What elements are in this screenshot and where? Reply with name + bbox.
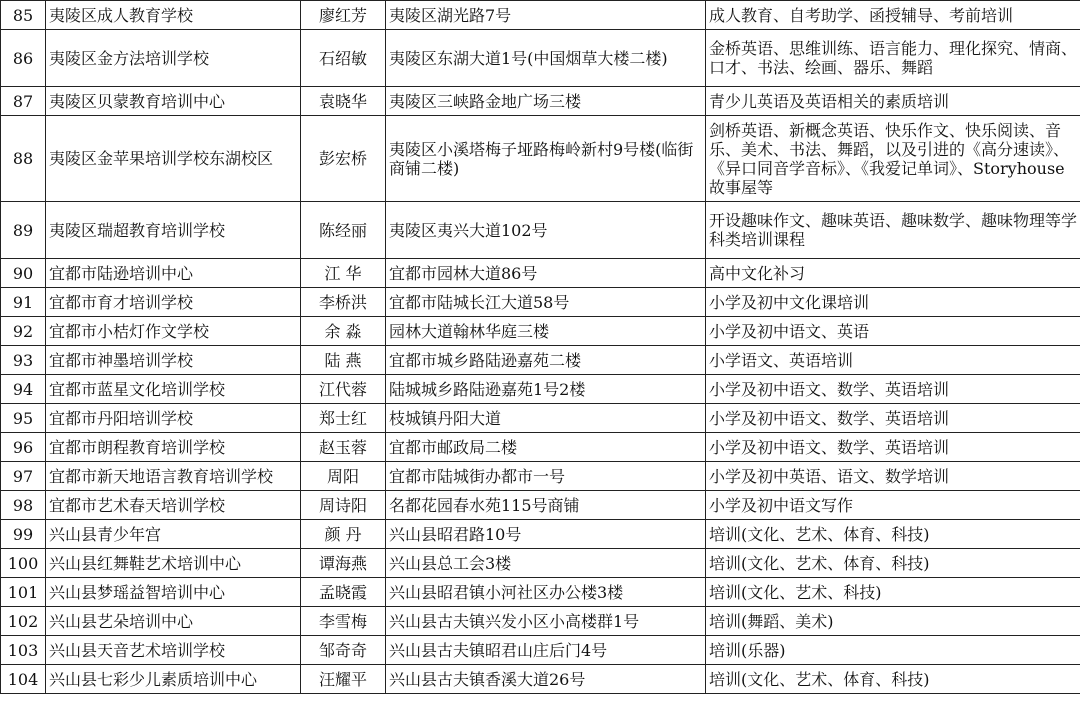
address: 夷陵区三峡路金地广场三楼 — [386, 87, 706, 116]
row-number: 88 — [1, 116, 46, 202]
training-scope: 高中文化补习 — [706, 259, 1080, 288]
training-scope: 金桥英语、思维训练、语言能力、理化探究、情商、口才、书法、绘画、器乐、舞蹈 — [706, 30, 1080, 87]
contact-person: 赵玉蓉 — [301, 433, 386, 462]
row-number: 97 — [1, 462, 46, 491]
address: 宜都市陆城长江大道58号 — [386, 288, 706, 317]
institution-name: 宜都市丹阳培训学校 — [46, 404, 301, 433]
institution-name: 宜都市蓝星文化培训学校 — [46, 375, 301, 404]
table-row — [1, 578, 1080, 607]
address: 夷陵区东湖大道1号(中国烟草大楼二楼) — [386, 30, 706, 87]
training-scope: 培训(文化、艺术、体育、科技) — [706, 520, 1080, 549]
address: 陆城城乡路陆逊嘉苑1号2楼 — [386, 375, 706, 404]
institution-name: 宜都市小桔灯作文学校 — [46, 317, 301, 346]
table-row — [1, 491, 1080, 520]
row-number: 103 — [1, 636, 46, 665]
row-number: 104 — [1, 665, 46, 694]
institution-name: 兴山县艺朵培训中心 — [46, 607, 301, 636]
institution-name: 宜都市陆逊培训中心 — [46, 259, 301, 288]
contact-person: 孟晓霞 — [301, 578, 386, 607]
institution-name: 夷陵区金方法培训学校 — [46, 30, 301, 87]
row-number: 94 — [1, 375, 46, 404]
table-row — [1, 607, 1080, 636]
table-row — [1, 1, 1080, 30]
table-row — [1, 259, 1080, 288]
contact-person: 汪耀平 — [301, 665, 386, 694]
row-number: 89 — [1, 202, 46, 259]
row-number: 100 — [1, 549, 46, 578]
row-number: 101 — [1, 578, 46, 607]
contact-person: 邹奇奇 — [301, 636, 386, 665]
contact-person: 袁晓华 — [301, 87, 386, 116]
training-scope: 培训(文化、艺术、体育、科技) — [706, 549, 1080, 578]
address: 兴山县古夫镇昭君山庄后门4号 — [386, 636, 706, 665]
institution-name: 兴山县青少年宫 — [46, 520, 301, 549]
training-scope: 青少儿英语及英语相关的素质培训 — [706, 87, 1080, 116]
institution-name: 宜都市神墨培训学校 — [46, 346, 301, 375]
contact-person: 谭海燕 — [301, 549, 386, 578]
training-scope: 成人教育、自考助学、函授辅导、考前培训 — [706, 1, 1080, 30]
table-row — [1, 87, 1080, 116]
address: 兴山县昭君镇小河社区办公楼3楼 — [386, 578, 706, 607]
table-row — [1, 462, 1080, 491]
training-scope: 培训(文化、艺术、体育、科技) — [706, 665, 1080, 694]
table-row — [1, 404, 1080, 433]
address: 园林大道翰林华庭三楼 — [386, 317, 706, 346]
institution-name: 宜都市艺术春天培训学校 — [46, 491, 301, 520]
contact-person: 周阳 — [301, 462, 386, 491]
table-row — [1, 433, 1080, 462]
institution-name: 宜都市育才培训学校 — [46, 288, 301, 317]
training-scope: 小学语文、英语培训 — [706, 346, 1080, 375]
contact-person: 江 华 — [301, 259, 386, 288]
row-number: 86 — [1, 30, 46, 87]
row-number: 90 — [1, 259, 46, 288]
contact-person: 颜 丹 — [301, 520, 386, 549]
row-number: 99 — [1, 520, 46, 549]
table-row — [1, 317, 1080, 346]
table-row — [1, 549, 1080, 578]
table-row — [1, 202, 1080, 259]
address: 宜都市邮政局二楼 — [386, 433, 706, 462]
institution-name: 夷陵区瑞超教育培训学校 — [46, 202, 301, 259]
row-number: 92 — [1, 317, 46, 346]
table-row — [1, 288, 1080, 317]
training-scope: 小学及初中语文、数学、英语培训 — [706, 375, 1080, 404]
training-scope: 小学及初中文化课培训 — [706, 288, 1080, 317]
row-number: 95 — [1, 404, 46, 433]
row-number: 98 — [1, 491, 46, 520]
contact-person: 彭宏桥 — [301, 116, 386, 202]
contact-person: 李雪梅 — [301, 607, 386, 636]
contact-person: 石绍敏 — [301, 30, 386, 87]
address: 夷陵区小溪塔梅子垭路梅岭新村9号楼(临街商铺二楼) — [386, 116, 706, 202]
training-scope: 培训(乐器) — [706, 636, 1080, 665]
contact-person: 江代蓉 — [301, 375, 386, 404]
table-row — [1, 30, 1080, 87]
contact-person: 周诗阳 — [301, 491, 386, 520]
row-number: 93 — [1, 346, 46, 375]
contact-person: 廖红芳 — [301, 1, 386, 30]
row-number: 87 — [1, 87, 46, 116]
training-scope: 开设趣味作文、趣味英语、趣味数学、趣味物理等学科类培训课程 — [706, 202, 1080, 259]
training-scope: 剑桥英语、新概念英语、快乐作文、快乐阅读、音乐、美术、书法、舞蹈，以及引进的《高分速读》、《异口同音学音标》、《我爱记单词》、Storyhouse故事屋等 — [706, 116, 1080, 202]
training-scope: 小学及初中语文、数学、英语培训 — [706, 433, 1080, 462]
table-row — [1, 665, 1080, 694]
training-scope: 培训(文化、艺术、科技) — [706, 578, 1080, 607]
address: 兴山县古夫镇兴发小区小高楼群1号 — [386, 607, 706, 636]
address: 兴山县古夫镇香溪大道26号 — [386, 665, 706, 694]
institution-name: 夷陵区金苹果培训学校东湖校区 — [46, 116, 301, 202]
address: 兴山县总工会3楼 — [386, 549, 706, 578]
row-number: 96 — [1, 433, 46, 462]
address: 宜都市城乡路陆逊嘉苑二楼 — [386, 346, 706, 375]
address: 名都花园春水苑115号商铺 — [386, 491, 706, 520]
address: 夷陵区湖光路7号 — [386, 1, 706, 30]
row-number: 91 — [1, 288, 46, 317]
address: 宜都市陆城街办都市一号 — [386, 462, 706, 491]
training-scope: 小学及初中语文、英语 — [706, 317, 1080, 346]
table-row — [1, 346, 1080, 375]
contact-person: 余 淼 — [301, 317, 386, 346]
institution-name: 宜都市新天地语言教育培训学校 — [46, 462, 301, 491]
address: 宜都市园林大道86号 — [386, 259, 706, 288]
institution-name: 宜都市朗程教育培训学校 — [46, 433, 301, 462]
training-scope: 小学及初中英语、语文、数学培训 — [706, 462, 1080, 491]
institution-name: 兴山县七彩少儿素质培训中心 — [46, 665, 301, 694]
address: 兴山县昭君路10号 — [386, 520, 706, 549]
address: 枝城镇丹阳大道 — [386, 404, 706, 433]
row-number: 102 — [1, 607, 46, 636]
table-row — [1, 375, 1080, 404]
institution-name: 夷陵区贝蒙教育培训中心 — [46, 87, 301, 116]
training-scope: 培训(舞蹈、美术) — [706, 607, 1080, 636]
institution-name: 兴山县梦瑶益智培训中心 — [46, 578, 301, 607]
address: 夷陵区夷兴大道102号 — [386, 202, 706, 259]
training-scope: 小学及初中语文写作 — [706, 491, 1080, 520]
training-scope: 小学及初中语文、数学、英语培训 — [706, 404, 1080, 433]
table-row — [1, 116, 1080, 202]
table-row — [1, 636, 1080, 665]
institution-name: 夷陵区成人教育学校 — [46, 1, 301, 30]
row-number: 85 — [1, 1, 46, 30]
contact-person: 李桥洪 — [301, 288, 386, 317]
contact-person: 郑士红 — [301, 404, 386, 433]
contact-person: 陈经丽 — [301, 202, 386, 259]
institution-name: 兴山县红舞鞋艺术培训中心 — [46, 549, 301, 578]
contact-person: 陆 燕 — [301, 346, 386, 375]
table-row — [1, 520, 1080, 549]
institution-name: 兴山县天音艺术培训学校 — [46, 636, 301, 665]
